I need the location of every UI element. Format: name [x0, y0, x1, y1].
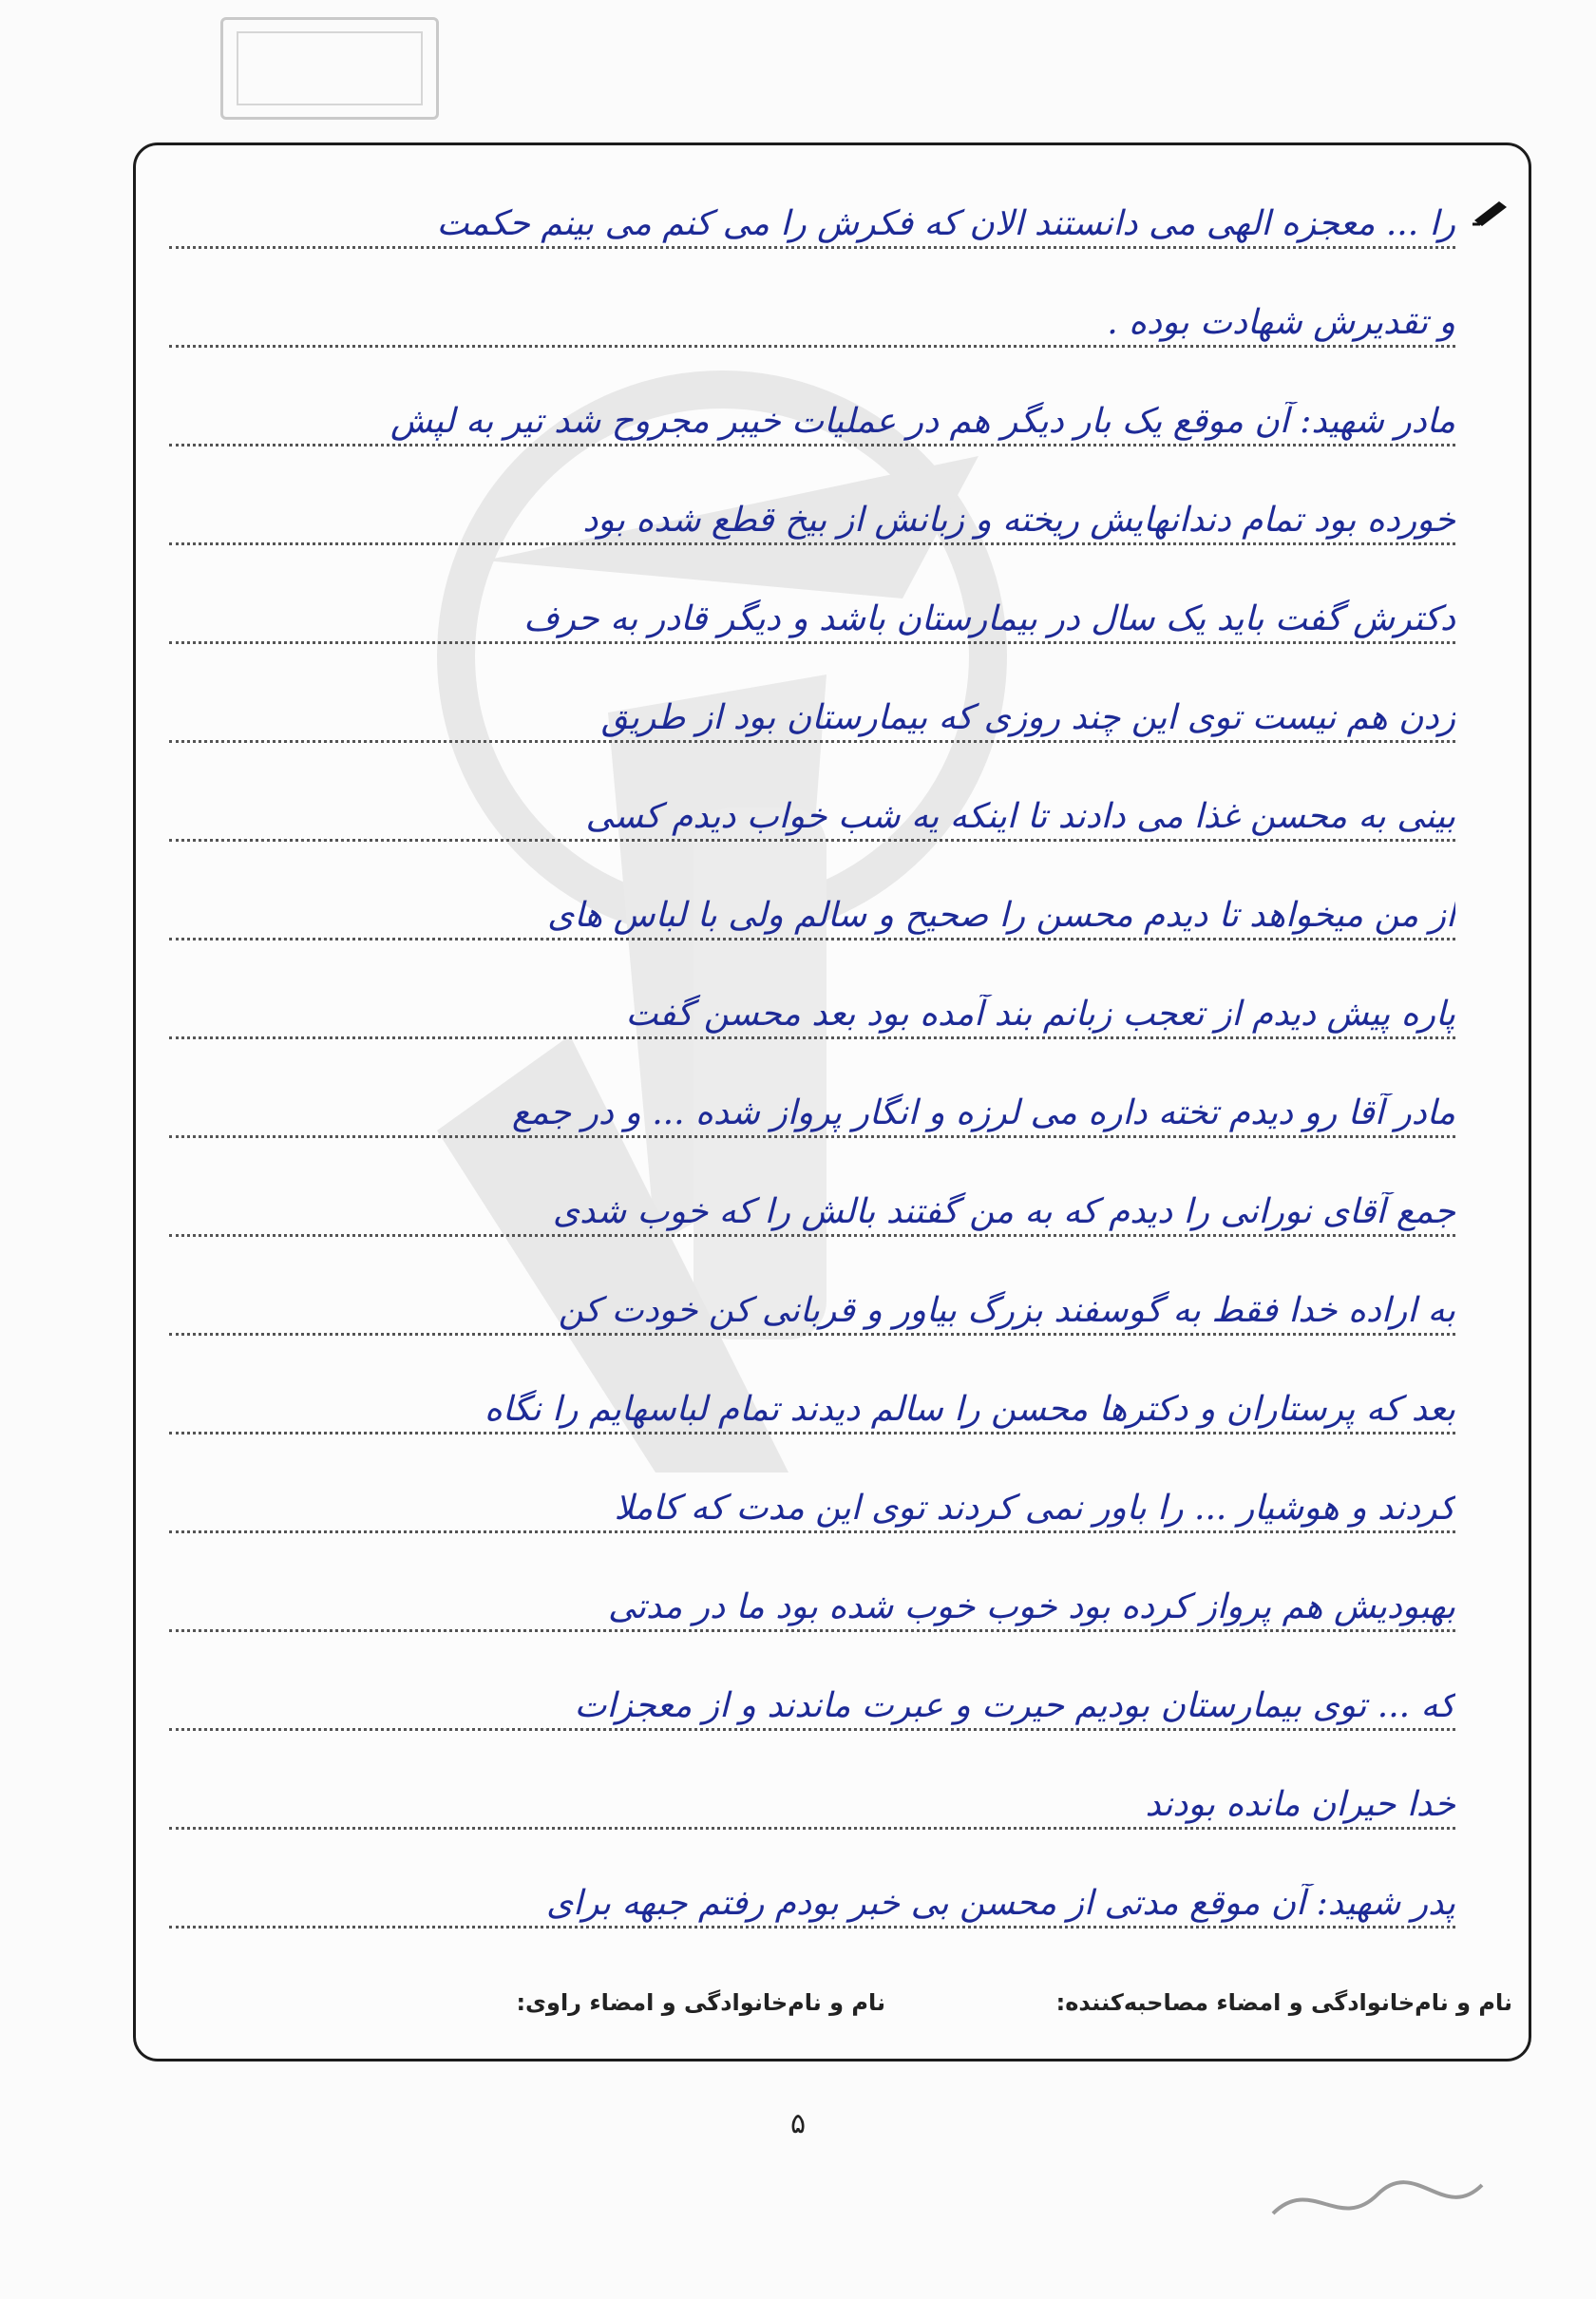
dotted-rule	[169, 1135, 1455, 1138]
dotted-rule	[169, 1036, 1455, 1039]
dotted-rule	[169, 1728, 1455, 1731]
handwritten-line	[169, 750, 1510, 849]
handwritten-text: و تقدیرش شهادت بوده .	[1107, 303, 1455, 342]
handwritten-line	[169, 158, 1510, 256]
handwritten-line	[169, 1442, 1510, 1541]
handwritten-text: مادر شهید: آن موقع یک بار دیگر هم در عملیات خیبر مجروح شد تیر به لپش	[390, 402, 1455, 441]
handwritten-text: دکترش گفت باید یک سال در بیمارستان باشد و دیگر قادر به حرف	[523, 599, 1455, 638]
dotted-rule	[169, 1827, 1455, 1830]
handwritten-line	[169, 1244, 1510, 1343]
handwritten-line	[169, 1047, 1510, 1146]
narrator-signature-label: نام و نام‌خانوادگی و امضاء راوی:	[516, 1989, 885, 2016]
handwritten-line	[169, 652, 1510, 750]
stamp-inner-border	[237, 31, 423, 105]
signature-mark	[1254, 2156, 1501, 2242]
handwritten-line	[169, 1146, 1510, 1244]
handwritten-line	[169, 454, 1510, 553]
handwritten-text: کردند و هوشیار ... را باور نمی کردند توی این مدت که کاملا	[614, 1489, 1455, 1528]
interviewer-signature-label: نام و نام‌خانوادگی و امضاء مصاحبه‌کننده:	[1055, 1989, 1512, 2016]
dotted-rule	[169, 938, 1455, 940]
handwritten-text: جمع آقای نورانی را دیدم که به من گفتند بالش را که خوب شدی	[552, 1192, 1455, 1231]
handwritten-text: زدن هم نیست توی این چند روزی که بیمارستان بود از طریق	[600, 698, 1455, 737]
handwritten-text: بهبودیش هم پرواز کرده بود خوب خوب شده بود ما در مدتی	[608, 1587, 1455, 1626]
handwritten-line	[169, 355, 1510, 454]
dotted-rule	[169, 444, 1455, 446]
dotted-rule	[169, 1333, 1455, 1336]
dotted-rule	[169, 1530, 1455, 1533]
handwritten-line	[169, 256, 1510, 355]
handwritten-line	[169, 1343, 1510, 1442]
dotted-rule	[169, 345, 1455, 348]
dotted-rule	[169, 1432, 1455, 1434]
handwritten-text: مادر آقا رو دیدم تخته داره می لرزه و انگار پرواز شده ... و در جمع	[511, 1093, 1455, 1132]
handwritten-lines	[169, 158, 1510, 1936]
handwritten-line	[169, 1837, 1510, 1936]
pen-icon	[1471, 196, 1512, 228]
dotted-rule	[169, 542, 1455, 545]
dotted-rule	[169, 641, 1455, 644]
stamp	[220, 17, 439, 120]
handwritten-text: که ... توی بیمارستان بودیم حیرت و عبرت ماندند و از معجزات	[574, 1686, 1455, 1725]
handwritten-text: به اراده خدا فقط به گوسفند بزرگ بیاور و قربانی کن خودت کن	[558, 1291, 1455, 1330]
handwritten-text: را ... معجزه الهی می دانستند الان که فکرش را می کنم می بینم حکمت	[436, 204, 1455, 243]
handwritten-text: خورده بود تمام دندانهایش ریخته و زبانش از بیخ قطع شده بود	[582, 501, 1455, 540]
handwritten-text: پاره پیش دیدم از تعجب زبانم بند آمده بود بعد محسن گفت	[625, 995, 1455, 1034]
dotted-rule	[169, 246, 1455, 249]
signature-footer	[152, 1989, 1512, 2037]
handwritten-line	[169, 1541, 1510, 1640]
handwritten-line	[169, 1738, 1510, 1837]
dotted-rule	[169, 839, 1455, 842]
handwritten-text: بعد که پرستاران و دکترها محسن را سالم دیدند تمام لباسهایم را نگاه	[484, 1390, 1455, 1429]
handwritten-text: بینی به محسن غذا می دادند تا اینکه یه شب خواب دیدم کسی	[585, 797, 1455, 836]
handwritten-text: از من میخواهد تا دیدم محسن را صحیح و سالم ولی با لباس های	[547, 896, 1455, 935]
handwritten-line	[169, 553, 1510, 652]
dotted-rule	[169, 1926, 1455, 1928]
handwritten-text: پدر شهید: آن موقع مدتی از محسن بی خبر بودم رفتم جبهه برای	[545, 1884, 1455, 1923]
page-number: ۵	[789, 2107, 807, 2140]
handwritten-text: خدا حیران مانده بودند	[1145, 1785, 1455, 1824]
dotted-rule	[169, 1629, 1455, 1632]
handwritten-line	[169, 849, 1510, 948]
dotted-rule	[169, 740, 1455, 743]
handwritten-line	[169, 1640, 1510, 1738]
handwritten-line	[169, 948, 1510, 1047]
dotted-rule	[169, 1234, 1455, 1237]
